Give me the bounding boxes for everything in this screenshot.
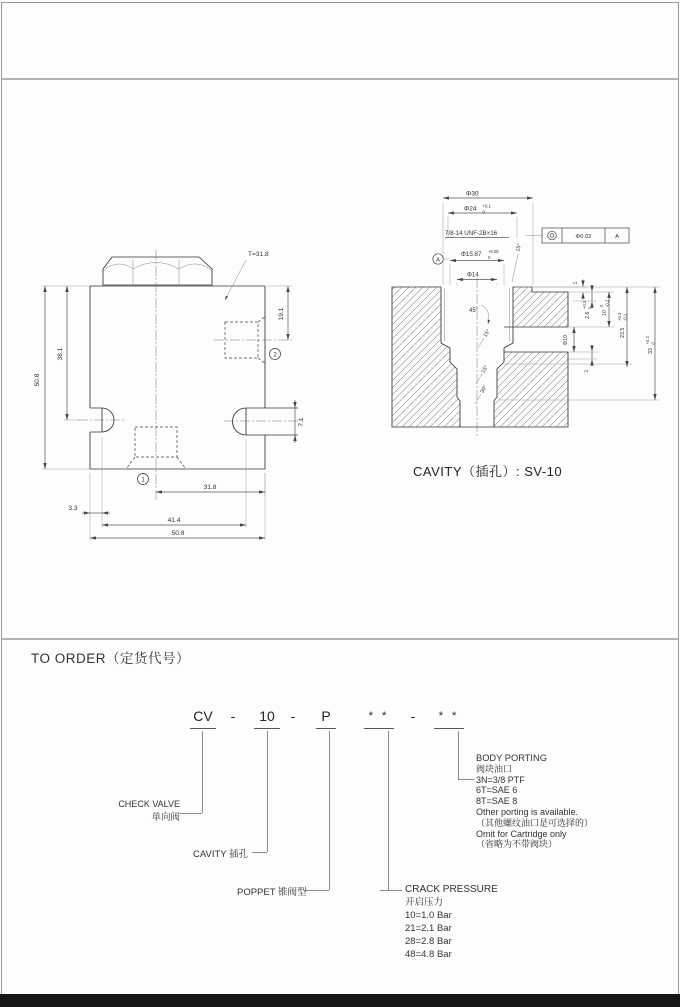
check-valve-label-en: CHECK VALVE bbox=[118, 799, 180, 809]
body-porting-omit: Omit for Cartridge only bbox=[476, 828, 567, 839]
stub-poppet bbox=[304, 890, 329, 891]
angle-15-thread: 15° bbox=[515, 243, 523, 253]
dim-19-1: 19.1 bbox=[278, 307, 285, 321]
dim-dia-10: Φ10 bbox=[563, 334, 569, 346]
crack-pressure-option: 28=2.8 Bar bbox=[405, 936, 452, 947]
body-porting-option: 3N=3/8 PTF bbox=[476, 774, 525, 785]
stub-body-porting bbox=[458, 779, 474, 780]
centerlines bbox=[78, 250, 302, 500]
poppet-code-label: POPPET 锥阀型 bbox=[237, 887, 307, 898]
to-order-title: TO ORDER（定货代号） bbox=[31, 651, 191, 666]
body-porting-subtitle: 阀块油口 bbox=[476, 763, 513, 774]
section-divider-line bbox=[1, 638, 679, 640]
dim-1-bottom: 1 bbox=[584, 369, 590, 373]
dim-3-3: 3.3 bbox=[68, 505, 78, 512]
hex-nut bbox=[103, 257, 212, 285]
dim-2-6: 2.6 bbox=[585, 311, 591, 319]
dim-7-1: 7.1 bbox=[298, 417, 305, 427]
dim-33: 33 bbox=[648, 348, 654, 354]
check-valve-label-zh: 单向阀 bbox=[151, 812, 180, 823]
code-model: CV bbox=[190, 708, 216, 729]
stub-cavity bbox=[252, 852, 267, 853]
connector-poppet bbox=[329, 731, 330, 890]
crack-pressure-option: 10=1.0 Bar bbox=[405, 910, 452, 921]
code-crack-pressure-stars: * * bbox=[364, 708, 394, 729]
body-porting-option: 8T=SAE 8 bbox=[476, 796, 518, 807]
dim-38-1: 38.1 bbox=[57, 347, 64, 361]
angle-30: 30° bbox=[479, 384, 489, 395]
port-2-number: 2 bbox=[273, 352, 277, 359]
dim-33-lower-tol: 0 bbox=[650, 342, 656, 345]
dim-23-5-upper-tol: +0.3 bbox=[617, 312, 622, 321]
dim-50-8-horizontal: 50.8 bbox=[171, 530, 185, 537]
fcf-datum: A bbox=[615, 234, 619, 240]
port-1-number: 1 bbox=[141, 477, 145, 484]
cavity-code-label: CAVITY 插孔 bbox=[193, 849, 249, 860]
crack-pressure-title: CRACK PRESSURE bbox=[405, 884, 498, 895]
dim-dia-15-87: Φ15.87 bbox=[461, 251, 482, 258]
valve-body-drawing bbox=[28, 238, 318, 548]
dim-dia-15-87-upper-tol: +0.05 bbox=[488, 249, 499, 254]
code-body-porting-stars: * * bbox=[434, 708, 464, 729]
manifold-block bbox=[392, 278, 568, 436]
dim-dia-14: Φ14 bbox=[467, 271, 479, 279]
dim-t-label: T=31.8 bbox=[248, 251, 269, 258]
connector-check-valve bbox=[202, 731, 203, 813]
crack-pressure-option: 48=4.8 Bar bbox=[405, 949, 452, 960]
dim-23-5: 23.5 bbox=[620, 327, 626, 338]
datum-a-letter: A bbox=[436, 257, 440, 264]
dim-2-6-upper-tol: +0.3 bbox=[582, 300, 587, 309]
body-porting-title: BODY PORTING bbox=[476, 753, 547, 763]
code-poppet: P bbox=[316, 708, 336, 729]
crack-pressure-block bbox=[405, 883, 498, 961]
stub-check-valve bbox=[180, 813, 202, 814]
dim-dia-15-87-lower-tol: 0 bbox=[488, 255, 491, 260]
dim-10-lower-tol: -0.2 bbox=[604, 299, 610, 307]
dim-dia-24: Φ24 bbox=[464, 205, 477, 213]
connector-body-porting bbox=[458, 731, 459, 779]
thread-callout: 7/8-14 UNF-2B×16 bbox=[445, 230, 498, 237]
dim-dia-30: Φ30 bbox=[466, 190, 479, 198]
body-porting-note: Other porting is available. bbox=[476, 806, 579, 817]
dim-33-upper-tol: +0.2 bbox=[645, 336, 650, 345]
dim-2-6-lower-tol: 0 bbox=[587, 306, 593, 309]
dim-31-8: 31.8 bbox=[203, 484, 217, 491]
dimension-lines bbox=[42, 260, 295, 540]
dim-33-group bbox=[645, 336, 656, 354]
angle-15-upper: 15° bbox=[482, 328, 492, 339]
feature-control-frame bbox=[542, 228, 629, 243]
crack-pressure-subtitle: 开启压力 bbox=[405, 897, 444, 908]
dim-dia-10-group bbox=[563, 335, 569, 345]
datum-a-symbol bbox=[433, 254, 443, 264]
stub-crack-pressure bbox=[380, 890, 402, 891]
check-valve-label bbox=[116, 799, 180, 823]
port-2-balloon bbox=[270, 349, 281, 360]
angle-45: 45° bbox=[469, 308, 479, 314]
dim-2-6-group bbox=[582, 300, 593, 319]
dim-1-bottom-group bbox=[584, 369, 590, 372]
code-dash-3: - bbox=[410, 708, 416, 724]
dim-41-4: 41.4 bbox=[167, 517, 181, 524]
code-dash-1: - bbox=[230, 708, 236, 724]
dim-1-top: 1 bbox=[573, 281, 579, 285]
dim-10-upper-tol: 0 bbox=[599, 304, 604, 307]
crack-pressure-option: 21=2.1 Bar bbox=[405, 923, 452, 934]
body-porting-block bbox=[476, 753, 593, 850]
body-porting-omit-zh: （省略为不带阀块） bbox=[476, 839, 558, 850]
connector-crack-pressure bbox=[388, 731, 389, 890]
angle-15-lower: 15° bbox=[480, 364, 490, 375]
dim-dia-24-upper-tol: +0.1 bbox=[482, 203, 491, 209]
body-porting-option: 6T=SAE 6 bbox=[476, 785, 518, 796]
footer-bar bbox=[0, 994, 680, 1007]
body-porting-note-zh: （其他螺纹油口是可选择的） bbox=[476, 817, 594, 828]
cavity-caption: CAVITY（插孔）: SV-10 bbox=[413, 464, 563, 479]
cavity-section-drawing bbox=[378, 178, 678, 478]
dim-10: 10 bbox=[602, 310, 608, 316]
fcf-tolerance: Φ0.02 bbox=[575, 234, 592, 240]
connector-cavity bbox=[267, 731, 268, 852]
dim-23-5-lower-tol: -0.1 bbox=[622, 313, 628, 321]
port-1-balloon bbox=[138, 474, 149, 485]
dim-dia-24-lower-tol: 0 bbox=[482, 209, 485, 215]
header-divider-line bbox=[1, 78, 679, 80]
dim-50-8-vertical: 50.8 bbox=[34, 373, 41, 387]
valve-body-outline bbox=[90, 286, 298, 469]
code-cavity: 10 bbox=[254, 708, 280, 729]
dim-10-group bbox=[599, 299, 610, 316]
dim-23-5-group bbox=[617, 312, 628, 338]
code-dash-2: - bbox=[290, 708, 296, 724]
